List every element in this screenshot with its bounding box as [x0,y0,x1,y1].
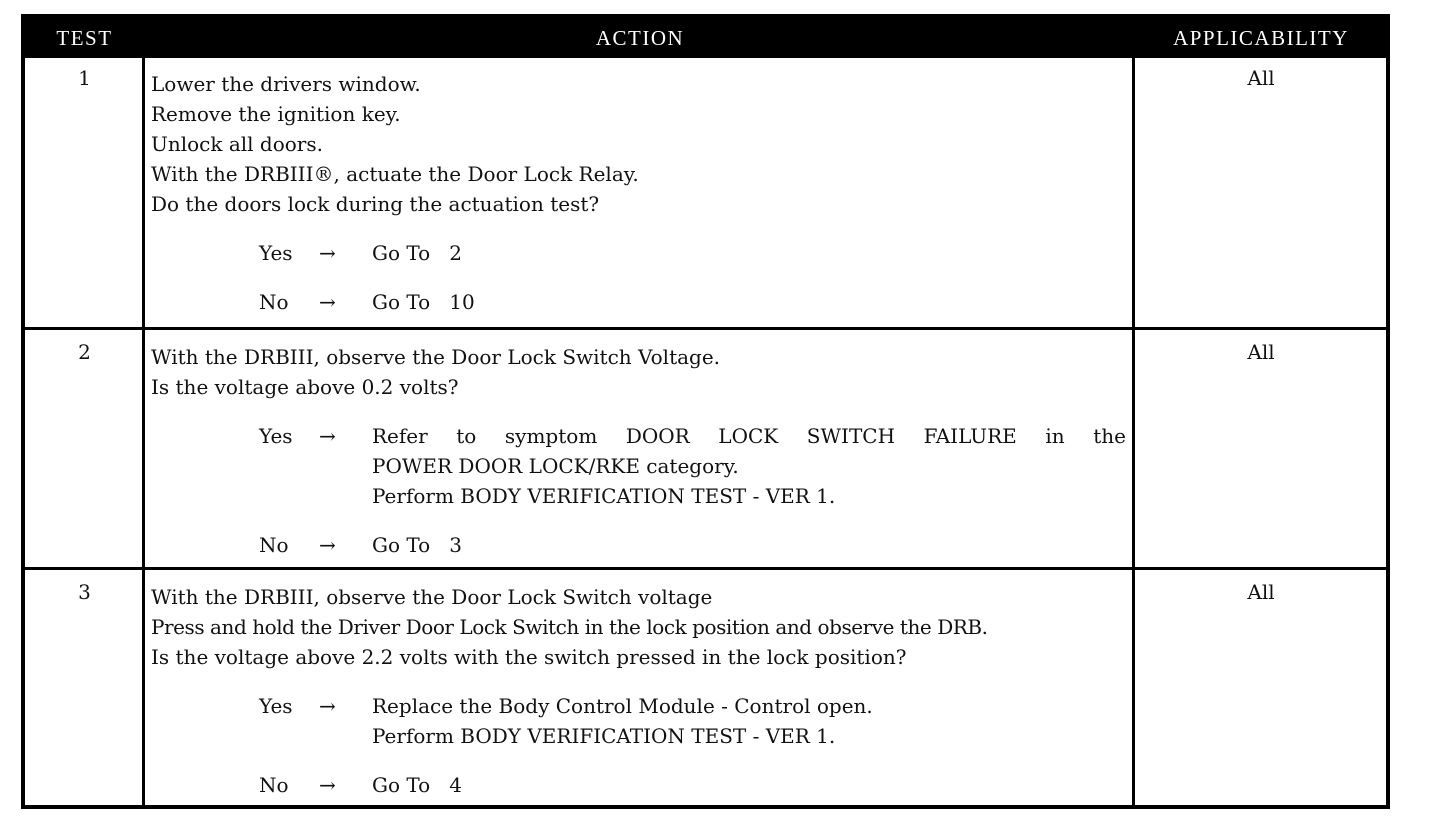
yes-result: Replace the Body Control Module - Control open. [372,694,873,718]
action-step: With the DRBIII, observe the Door Lock Switch voltage [151,585,713,609]
arrow-icon: → [319,533,336,557]
test-number: 2 [78,340,91,364]
no-option [259,770,1126,800]
column-divider [1132,58,1135,805]
table-header [25,18,1386,58]
no-result: Go To 10 [372,290,475,314]
column-divider [142,58,145,805]
action-step: Unlock all doors. [151,132,323,156]
applicability-value: All [1247,66,1275,90]
yes-label: Yes [259,424,293,448]
applicability-value: All [1247,580,1275,604]
diagnostic-table [21,14,1390,809]
no-option [259,287,1126,317]
arrow-icon: → [319,694,336,718]
action-step: Lower the drivers window. [151,72,421,96]
no-label: No [259,533,289,557]
yes-result: Perform BODY VERIFICATION TEST - VER 1. [372,724,836,748]
yes-option [259,238,1126,268]
action-cell [151,69,1126,317]
table-row [25,567,1386,809]
action-step: With the DRBIII®, actuate the Door Lock Relay. [151,162,639,186]
yes-result: POWER DOOR LOCK/RKE category. [372,454,739,478]
arrow-icon: → [319,290,336,314]
test-number: 1 [78,66,91,90]
no-label: No [259,290,289,314]
action-step: With the DRBIII, observe the Door Lock Switch Voltage. [151,345,721,369]
yes-result: Refer to symptom DOOR LOCK SWITCH FAILURE in the [372,424,1126,448]
action-cell [151,342,1126,560]
arrow-icon: → [319,241,336,265]
yes-result: Perform BODY VERIFICATION TEST - VER 1. [372,484,836,508]
action-step: Remove the ignition key. [151,102,401,126]
arrow-icon: → [319,424,336,448]
table-row [25,58,1386,328]
yes-label: Yes [259,241,293,265]
header-test: TEST [56,26,113,50]
no-result: Go To 3 [372,533,462,557]
action-step: Press and hold the Driver Door Lock Switch in the lock position and observe the DRB. [151,615,988,639]
yes-option [259,421,1126,511]
test-number: 3 [78,580,91,604]
yes-option [259,691,1126,751]
no-label: No [259,773,289,797]
header-applicability: APPLICABILITY [1173,26,1349,50]
no-option [259,530,1126,560]
yes-label: Yes [259,694,293,718]
arrow-icon: → [319,773,336,797]
header-action: ACTION [595,26,685,50]
action-step: Do the doors lock during the actuation test? [151,192,600,216]
yes-result: Go To 2 [372,241,462,265]
action-step: Is the voltage above 0.2 volts? [151,375,459,399]
applicability-value: All [1247,340,1275,364]
action-step: Is the voltage above 2.2 volts with the switch pressed in the lock position? [151,645,907,669]
table-row [25,327,1386,568]
action-cell [151,582,1126,800]
no-result: Go To 4 [372,773,462,797]
